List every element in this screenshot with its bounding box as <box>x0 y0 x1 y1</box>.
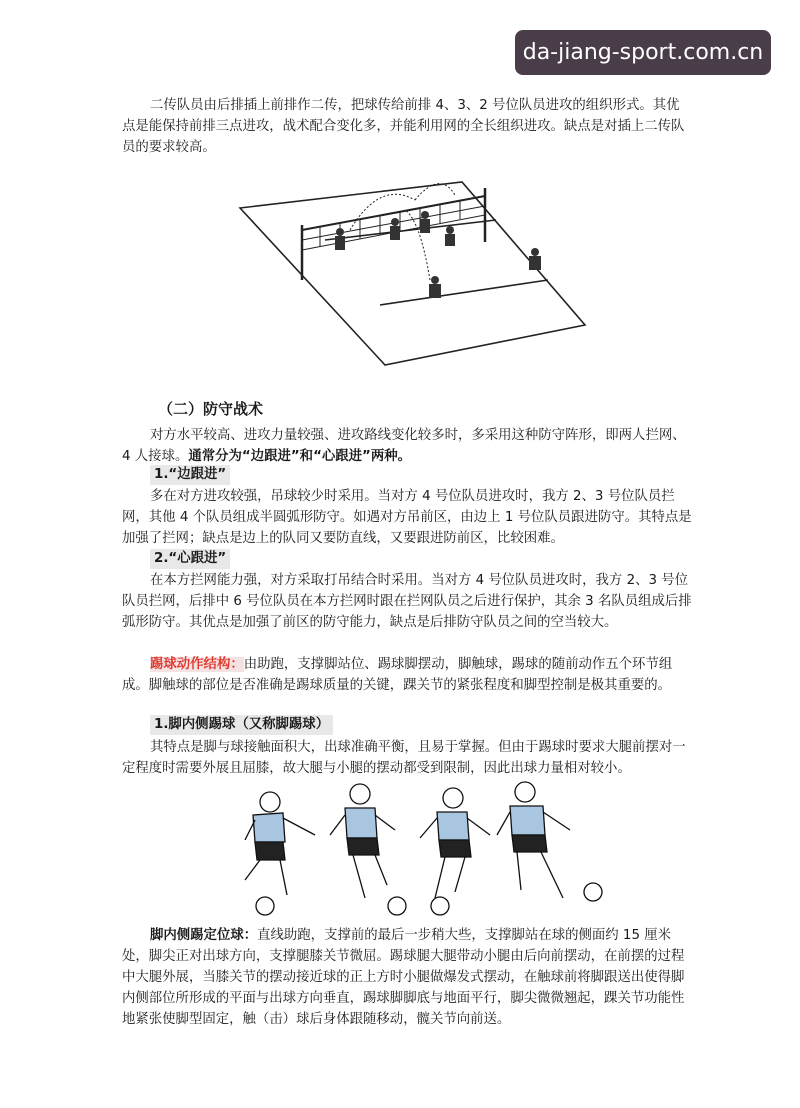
subheading-edge-follow: 1.“边跟进” <box>150 465 230 485</box>
subheading-inside-kick: 1.脚内侧踢球（又称脚踢球） <box>150 715 333 735</box>
defense-intro-text: 对方水平较高、进攻力量较强、进攻路线变化较多时，多采用这种防守阵形，即两人拦网、4 人接球。 <box>122 428 686 464</box>
kick-structure-label: 踢球动作结构： <box>150 657 244 672</box>
fixed-ball-label: 脚内侧踢定位球： <box>150 928 258 943</box>
kicker-4 <box>497 782 570 898</box>
court-line-1 <box>325 220 496 240</box>
kick-structure-text: 由助跑，支撑脚站位、踢球脚摆动，脚触球，踢球的随前动作五个环节组成。脚触球的部位是否准确是踢球质量的关键，踝关节的紧张程度和脚型控制是极其重要的。 <box>122 657 673 693</box>
intro-paragraph: 二传队员由后排插上前排作二传，把球传给前排 4、3、2 号位队员进攻的组织形式。其优点是能保持前排三点进攻，战术配合变化多，并能利用网的全长组织进攻。缺点是对插上二传队员的要求较高。 <box>122 98 685 155</box>
kick-structure-paragraph <box>122 654 692 696</box>
subheading-center-follow: 2.“心跟进” <box>150 549 230 569</box>
center-follow-text: 在本方拦网能力强，对方采取打吊结合时采用。当对方 4 号位队员进攻时，我方 2、3 号位队员拦网，后排中 6 号位队员在本方拦网时跟在拦网队员之后进行保护，其余 3 名队员组成后排弧形防守。其优点是加强了前区的防守能力，缺点是后排防守队员之间的空当较大。 <box>122 573 692 630</box>
watermark-banner: da-jiang-sport.com.cn <box>515 30 771 75</box>
soccer-kick-figure <box>225 780 615 920</box>
edge-follow-text: 多在对方进攻较强，吊球较少时采用。当对方 4 号位队员进攻时，我方 2、3 号位队员拦网，其他 4 个队员组成半圆弧形防守。如遇对方吊前区，由边上 1 号位队员跟进防守。其特点是加强了拦网；缺点是边上的队同又要防直线，又要跟进防前区，比较困难。 <box>122 489 692 546</box>
kicker-2 <box>330 784 395 898</box>
fixed-ball-text: 直线助跑，支撑前的最后一步稍大些，支撑脚站在球的侧面约 15 厘米处，脚尖正对出球方向，支撑腿膝关节微屈。踢球腿大腿带动小腿由后向前摆动，在前摆的过程中大腿外展，当膝关节的摆动接近球的正上方时小腿做爆发式摆动，在触球前将脚跟送出使得脚内侧部位所形成的平面与出球方向垂直，踢球脚脚底与地面平行，脚尖微微翘起，踝关节功能性地紧张使脚型固定，触（击）球后身体跟随移动，髋关节向前送。 <box>122 928 685 1027</box>
court-line-2 <box>380 280 548 305</box>
ball-3 <box>431 897 449 915</box>
ball-4 <box>584 883 602 901</box>
defense-intro-bold: 通常分为“边跟进”和“心跟进”两种。 <box>188 449 412 464</box>
ball-2 <box>388 897 406 915</box>
fixed-ball-paragraph <box>122 925 692 1030</box>
volleyball-court-figure <box>230 170 600 370</box>
kicker-1 <box>245 792 315 895</box>
ball-1 <box>256 897 274 915</box>
inside-kick-text: 其特点是脚与球接触面积大，出球准确平衡，且易于掌握。但由于踢球时要求大腿前摆对一定程度时需要外展且屈膝，故大腿与小腿的摆动都受到限制，因此出球力量相对较小。 <box>122 740 686 776</box>
kicker-3 <box>420 788 490 898</box>
section-heading: （二）防守战术 <box>158 400 264 418</box>
defense-intro <box>122 425 692 467</box>
